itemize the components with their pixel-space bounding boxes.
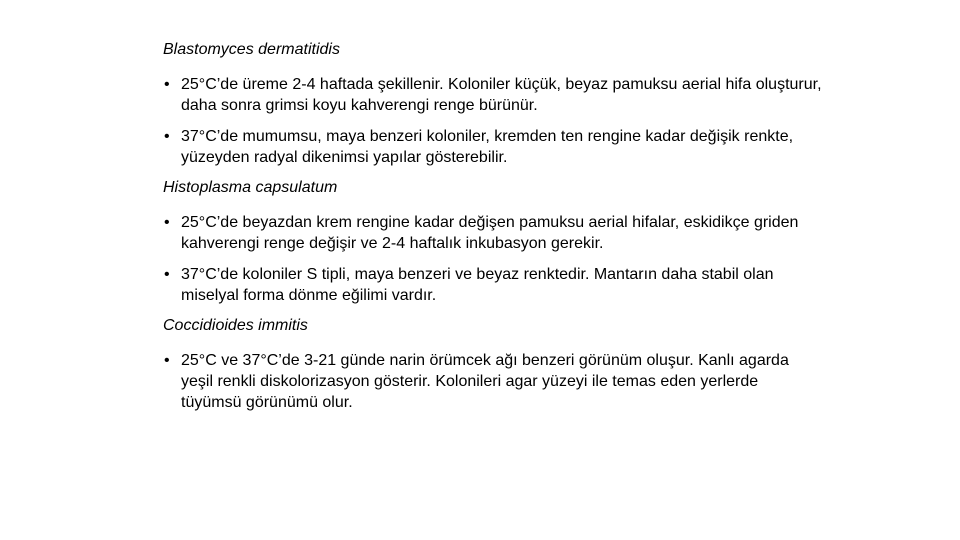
section-coccidioides <box>163 316 823 413</box>
bullet-list <box>163 350 823 413</box>
bullet-icon: • <box>164 214 170 231</box>
section-heading: Blastomyces dermatitidis <box>163 41 340 58</box>
section-heading: Coccidioides immitis <box>163 317 308 334</box>
bullet-icon: • <box>164 76 170 93</box>
bullet-text: 25°C’de beyazdan krem rengine kadar değişen pamuksu aerial hifalar, eskidikçe griden kahverengi renge değişir ve 2-4 haftalık inkubasyon gerekir. <box>181 214 799 252</box>
bullet-icon: • <box>164 128 170 145</box>
bullet-text: 25°C ve 37°C’de 3-21 günde narin örümcek ağı benzeri görünüm oluşur. Kanlı agarda yeşil renkli diskolorizasyon gösterir. Kolonileri agar yüzeyi ile temas eden yerlerde tüyümsü görünümü olur. <box>181 352 789 411</box>
bullet-icon: • <box>164 352 170 369</box>
section-heading: Histoplasma capsulatum <box>163 179 338 196</box>
bullet-item <box>163 264 823 306</box>
section-histoplasma <box>163 178 823 306</box>
bullet-item <box>163 212 823 254</box>
section-blastomyces <box>163 40 823 168</box>
bullet-item <box>163 74 823 116</box>
bullet-item <box>163 350 823 413</box>
bullet-text: 25°C’de üreme 2-4 haftada şekillenir. Koloniler küçük, beyaz pamuksu aerial hifa oluşturur, daha sonra grimsi koyu kahverengi renge bürünür. <box>181 76 822 114</box>
slide-content <box>163 40 823 423</box>
bullet-text: 37°C’de mumumsu, maya benzeri koloniler, kremden ten rengine kadar değişik renkte, yüzeyden radyal dikenimsi yapılar gösterebilir. <box>181 128 794 166</box>
bullet-list <box>163 212 823 306</box>
bullet-item <box>163 126 823 168</box>
bullet-list <box>163 74 823 168</box>
bullet-icon: • <box>164 266 170 283</box>
bullet-text: 37°C’de koloniler S tipli, maya benzeri ve beyaz renktedir. Mantarın daha stabil olan miselyal forma dönme eğilimi vardır. <box>181 266 774 304</box>
